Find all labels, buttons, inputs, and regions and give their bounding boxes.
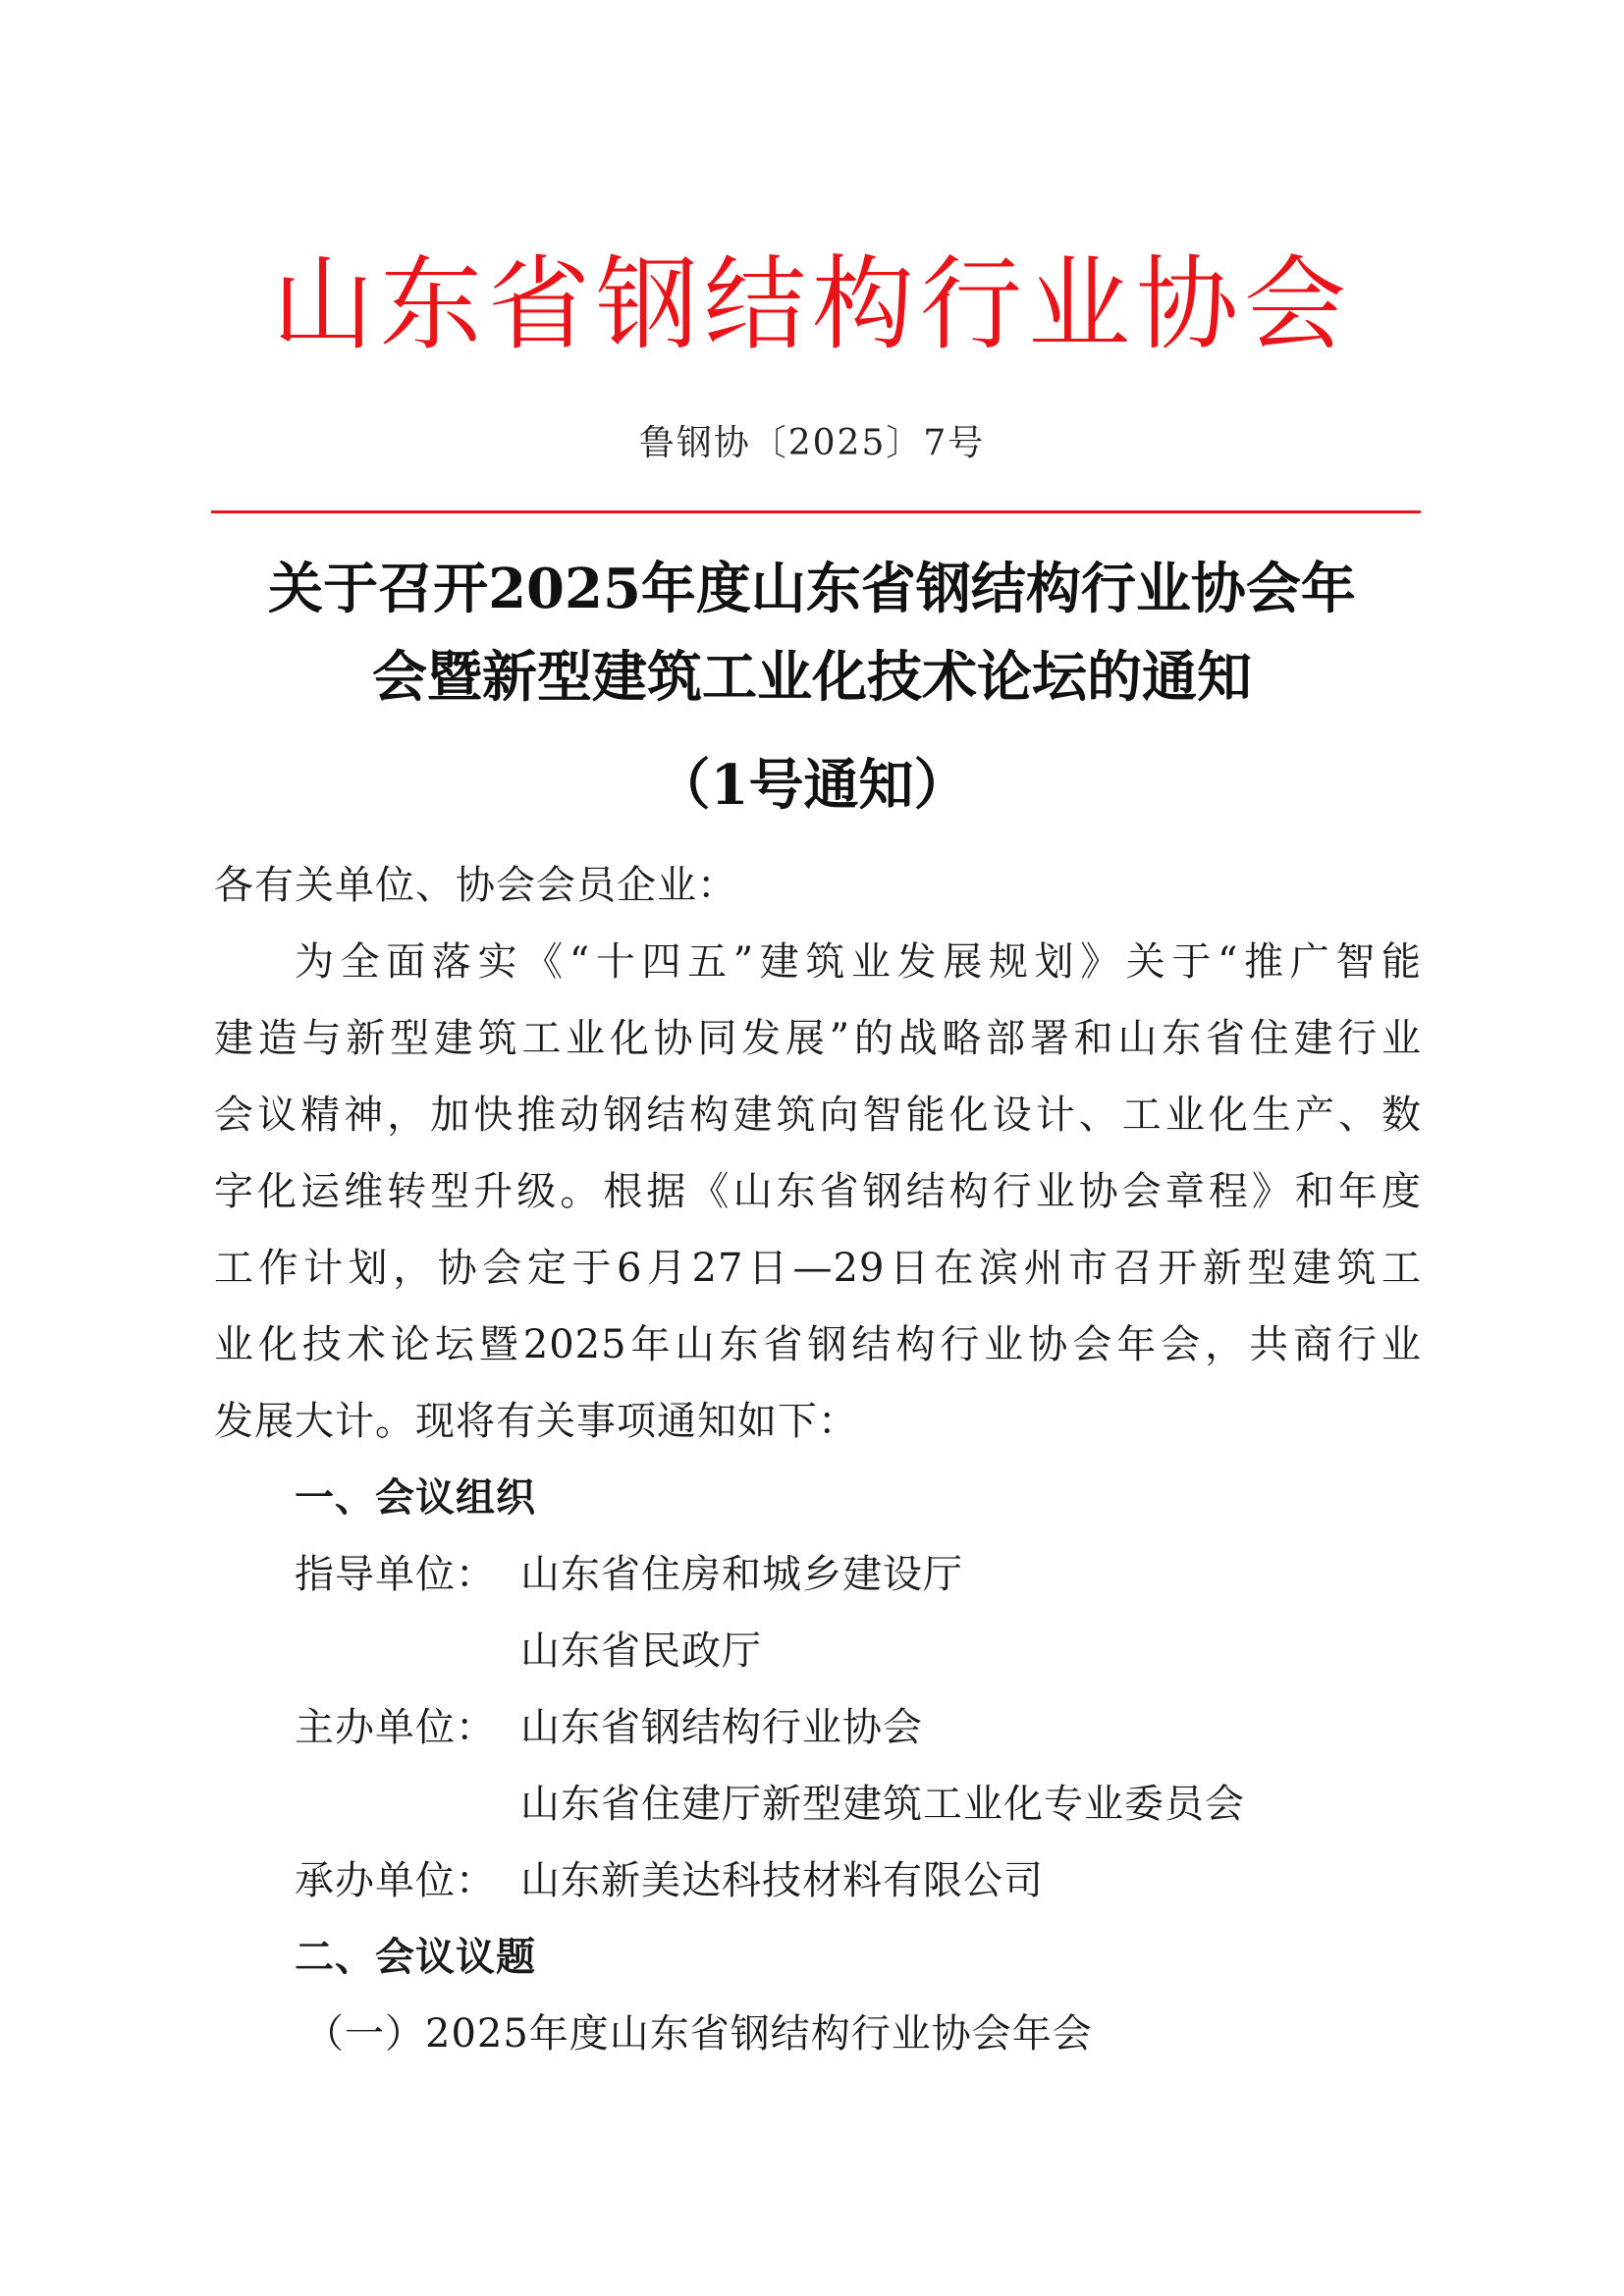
- notice-title-line-3: （1号通知）: [655, 753, 969, 818]
- organizer-unit: 山东新美达科技材料有限公司: [520, 1858, 1044, 1903]
- notice-title-line-2: 会暨新型建筑工业化技术论坛的通知: [372, 645, 1252, 710]
- body-line: 为全面落实《“十四五”建筑业发展规划》关于“推广智能: [295, 939, 1422, 985]
- section-2-item-1: （一）2025年度山东省钢结构行业协会年会: [304, 2011, 1093, 2056]
- guide-unit-label: 指导单位：: [295, 1552, 496, 1597]
- body-line: 建造与新型建筑工业化协同发展”的战略部署和山东省住建行业: [214, 1016, 1422, 1061]
- body-line: 工作计划，协会定于6月27日—29日在滨州市召开新型建筑工: [214, 1246, 1422, 1291]
- guide-unit-2: 山东省民政厅: [520, 1629, 762, 1674]
- section-1-heading: 一、会议组织: [295, 1475, 536, 1521]
- body-line: 字化运维转型升级。根据《山东省钢结构行业协会章程》和年度: [214, 1169, 1422, 1214]
- body-line: 发展大计。现将有关事项通知如下：: [214, 1399, 858, 1444]
- body-line: 业化技术论坛暨2025年山东省钢结构行业协会年会，共商行业: [214, 1322, 1422, 1367]
- notice-title-line-1: 关于召开2025年度山东省钢结构行业协会年: [268, 557, 1356, 621]
- document-number: 鲁钢协〔2025〕7号: [638, 423, 986, 463]
- host-unit-2: 山东省住建厅新型建筑工业化专业委员会: [520, 1782, 1245, 1827]
- red-divider: [211, 510, 1421, 513]
- organization-title: 山东省钢结构行业协会: [271, 244, 1352, 364]
- salutation: 各有关单位、协会会员企业：: [214, 863, 737, 908]
- host-unit-1: 山东省钢结构行业协会: [520, 1705, 923, 1750]
- guide-unit-1: 山东省住房和城乡建设厅: [520, 1552, 963, 1597]
- host-unit-label: 主办单位：: [295, 1705, 496, 1750]
- body-line: 会议精神，加快推动钢结构建筑向智能化设计、工业化生产、数: [214, 1093, 1422, 1138]
- section-2-heading: 二、会议议题: [295, 1935, 536, 1980]
- organizer-unit-label: 承办单位：: [295, 1858, 496, 1903]
